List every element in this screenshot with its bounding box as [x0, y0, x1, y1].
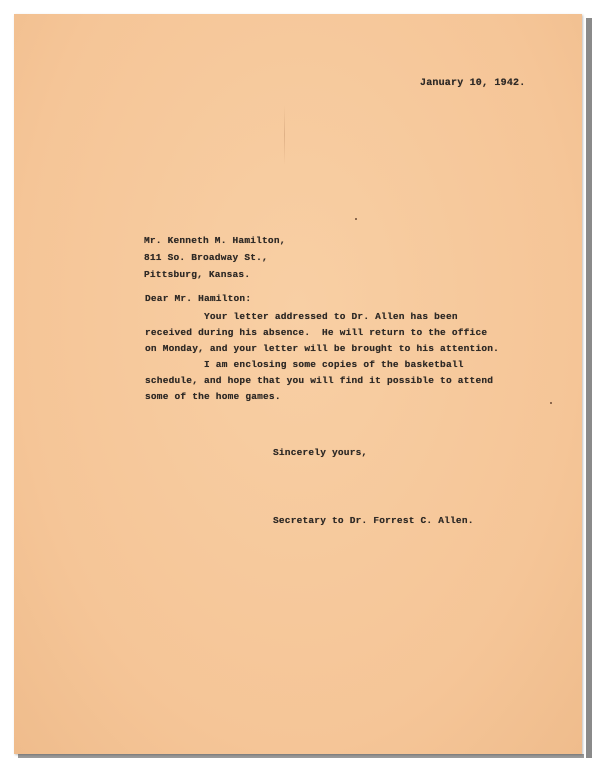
- closing: Sincerely yours,: [273, 447, 368, 458]
- address-line-name: Mr. Kenneth M. Hamilton,: [144, 235, 286, 246]
- body-paragraph-2: [145, 357, 493, 405]
- address-line-street: 811 So. Broadway St.,: [144, 252, 268, 263]
- paragraph-line: received during his absence. He will return to the office: [145, 327, 488, 338]
- page-edge-shadow: [586, 18, 592, 758]
- paper-crease: [284, 105, 285, 165]
- paragraph-line: I am enclosing some copies of the basketball: [145, 359, 464, 370]
- paragraph-line: some of the home games.: [145, 391, 281, 402]
- paragraph-line: Your letter addressed to Dr. Allen has been: [145, 311, 458, 322]
- ink-speck: [550, 402, 552, 404]
- paragraph-line: schedule, and hope that you will find it possible to attend: [145, 375, 494, 386]
- address-line-city: Pittsburg, Kansas.: [144, 269, 251, 280]
- page-bottom-shadow: [18, 754, 584, 758]
- paragraph-line: on Monday, and your letter will be brought to his attention.: [145, 343, 500, 354]
- salutation: Dear Mr. Hamilton:: [145, 293, 252, 304]
- body-paragraph-1: [145, 309, 499, 357]
- letter-date: January 10, 1942.: [420, 78, 526, 89]
- ink-speck: [355, 218, 357, 220]
- signature-line: Secretary to Dr. Forrest C. Allen.: [273, 515, 474, 526]
